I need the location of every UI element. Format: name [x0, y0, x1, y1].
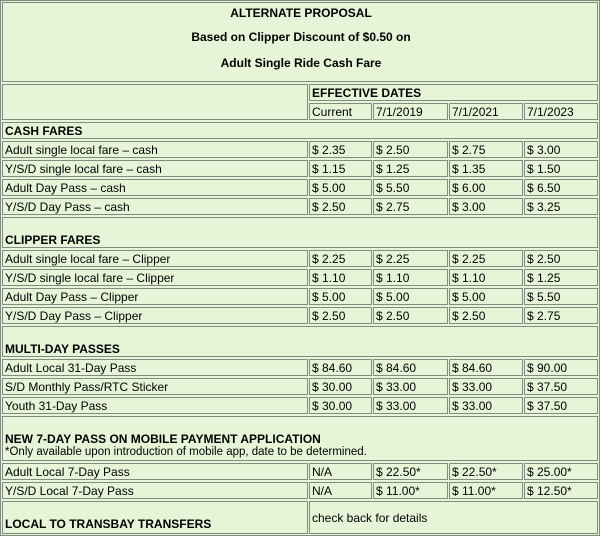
section-heading-multiday	[2, 326, 598, 357]
fare-value: $ 5.00	[449, 288, 523, 305]
fare-value: $ 2.50	[309, 307, 372, 324]
section-heading-cash: CASH FARES	[2, 122, 598, 139]
row-label: Y/S/D single local fare – Clipper	[2, 269, 308, 286]
fare-value: $ 1.10	[449, 269, 523, 286]
col-header-2023: 7/1/2023	[524, 103, 598, 120]
row-label: Y/S/D Day Pass – cash	[2, 198, 308, 215]
section-heading-7day-text: NEW 7-DAY PASS ON MOBILE PAYMENT APPLICATION	[5, 432, 321, 446]
fare-value: $ 33.00	[449, 397, 523, 414]
fare-value: $ 33.00	[373, 378, 448, 395]
transbay-heading: LOCAL TO TRANSBAY TRANSFERS	[5, 517, 212, 531]
fare-value: $ 2.25	[373, 250, 448, 267]
fare-value: $ 1.15	[309, 160, 372, 177]
fare-value: $ 37.50	[524, 397, 598, 414]
fare-value: $ 6.50	[524, 179, 598, 196]
fare-value: $ 1.25	[373, 160, 448, 177]
corner-cell	[2, 84, 308, 120]
fare-value: $ 2.35	[309, 141, 372, 158]
fare-value: N/A	[309, 463, 372, 480]
fare-value: $ 30.00	[309, 378, 372, 395]
fare-value: $ 5.00	[309, 179, 372, 196]
fare-value: $ 2.50	[524, 250, 598, 267]
section-heading-clipper-text: CLIPPER FARES	[5, 233, 101, 247]
fare-value: $ 3.00	[449, 198, 523, 215]
fare-value: $ 12.50*	[524, 482, 598, 499]
fare-value: $ 2.75	[449, 141, 523, 158]
row-label: Y/S/D single local fare – cash	[2, 160, 308, 177]
fare-value: $ 5.00	[309, 288, 372, 305]
fare-value: $ 2.50	[373, 307, 448, 324]
fare-value: $ 90.00	[524, 359, 598, 376]
mobile-app-footnote: *Only available upon introduction of mobile app, date to be determined.	[5, 446, 367, 458]
fare-value: N/A	[309, 482, 372, 499]
fare-value: $ 22.50*	[449, 463, 523, 480]
section-heading-multiday-text: MULTI-DAY PASSES	[5, 342, 120, 356]
row-label: S/D Monthly Pass/RTC Sticker	[2, 378, 308, 395]
fare-value: $ 3.25	[524, 198, 598, 215]
row-label: Adult single local fare – cash	[2, 141, 308, 158]
fare-value: $ 2.50	[309, 198, 372, 215]
fare-value: $ 33.00	[373, 397, 448, 414]
row-label: Youth 31-Day Pass	[2, 397, 308, 414]
fare-value: $ 37.50	[524, 378, 598, 395]
fare-value: $ 2.25	[309, 250, 372, 267]
fare-value: $ 2.50	[373, 141, 448, 158]
section-heading-7day	[2, 416, 598, 461]
transbay-note: check back for details	[312, 511, 428, 525]
row-label: Adult Local 7-Day Pass	[2, 463, 308, 480]
fare-value: $ 1.50	[524, 160, 598, 177]
fare-value: $ 3.00	[524, 141, 598, 158]
row-label: Y/S/D Local 7-Day Pass	[2, 482, 308, 499]
row-label: Adult Day Pass – cash	[2, 179, 308, 196]
effective-dates-header: EFFECTIVE DATES	[309, 84, 598, 101]
fare-value: $ 25.00*	[524, 463, 598, 480]
row-label: Adult Local 31-Day Pass	[2, 359, 308, 376]
title-block	[2, 2, 598, 82]
col-header-current: Current	[309, 103, 372, 120]
fare-value: $ 11.00*	[449, 482, 523, 499]
fare-value: $ 5.50	[524, 288, 598, 305]
fare-value: $ 22.50*	[373, 463, 448, 480]
fare-value: $ 1.35	[449, 160, 523, 177]
row-label: Adult single local fare – Clipper	[2, 250, 308, 267]
col-header-2019: 7/1/2019	[373, 103, 448, 120]
fare-value: $ 84.60	[309, 359, 372, 376]
transbay-note-cell	[309, 501, 598, 534]
fare-value: $ 33.00	[449, 378, 523, 395]
fare-value: $ 84.60	[373, 359, 448, 376]
title-line-2: Based on Clipper Discount of $0.50 on	[191, 30, 411, 44]
title-line-1: ALTERNATE PROPOSAL	[230, 6, 372, 20]
fare-value: $ 11.00*	[373, 482, 448, 499]
fare-value: $ 1.10	[309, 269, 372, 286]
fare-value: $ 2.75	[524, 307, 598, 324]
fare-value: $ 6.00	[449, 179, 523, 196]
fare-value: $ 30.00	[309, 397, 372, 414]
row-label: Y/S/D Day Pass – Clipper	[2, 307, 308, 324]
fare-value: $ 5.50	[373, 179, 448, 196]
transbay-heading-cell	[2, 501, 308, 534]
fare-value: $ 1.25	[524, 269, 598, 286]
fare-value: $ 2.75	[373, 198, 448, 215]
fare-value: $ 1.10	[373, 269, 448, 286]
fare-value: $ 2.50	[449, 307, 523, 324]
row-label: Adult Day Pass – Clipper	[2, 288, 308, 305]
fare-value: $ 2.25	[449, 250, 523, 267]
fare-value: $ 84.60	[449, 359, 523, 376]
fare-value: $ 5.00	[373, 288, 448, 305]
col-header-2021: 7/1/2021	[449, 103, 523, 120]
section-heading-clipper	[2, 217, 598, 248]
title-line-3: Adult Single Ride Cash Fare	[220, 56, 382, 70]
